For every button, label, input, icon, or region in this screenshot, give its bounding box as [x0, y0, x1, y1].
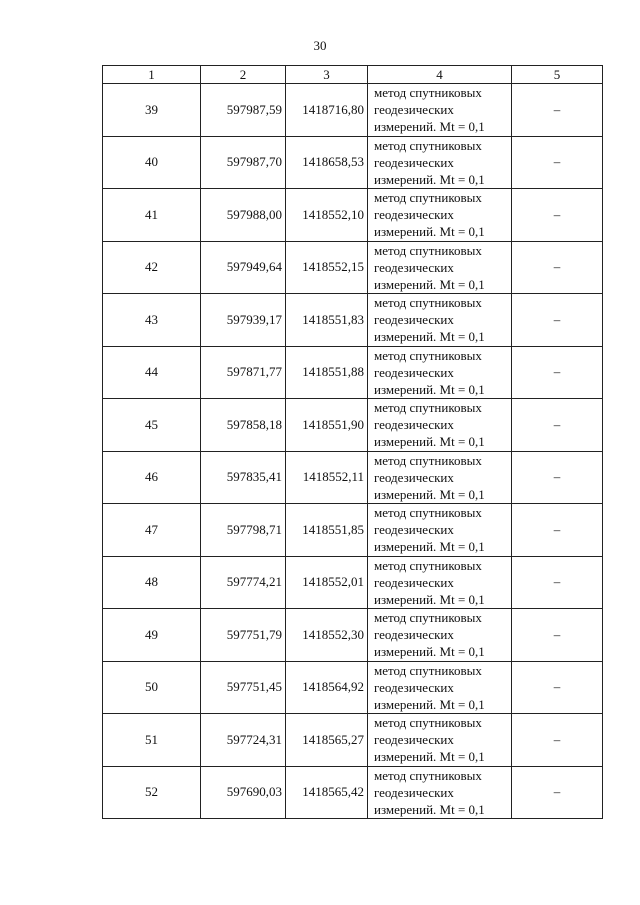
note-cell: – — [512, 84, 603, 137]
table-header — [103, 66, 603, 84]
y-coordinate-cell: 1418658,53 — [286, 136, 368, 189]
point-number-cell: 40 — [103, 136, 201, 189]
method-line: геодезических — [374, 679, 454, 695]
table-row — [103, 84, 603, 137]
y-coordinate-cell: 1418565,42 — [286, 766, 368, 819]
note-cell: – — [512, 714, 603, 767]
note-cell: – — [512, 504, 603, 557]
column-header-5: 5 — [512, 66, 603, 84]
point-number-cell: 43 — [103, 294, 201, 347]
method-line: метод спутниковых — [374, 767, 482, 783]
y-coordinate-cell: 1418552,10 — [286, 189, 368, 242]
note-cell: – — [512, 399, 603, 452]
table-row — [103, 556, 603, 609]
x-coordinate-cell: 597751,45 — [201, 661, 286, 714]
table-row — [103, 136, 603, 189]
method-line: метод спутниковых — [374, 295, 482, 311]
method-cell — [368, 399, 512, 452]
header-row — [103, 66, 603, 84]
x-coordinate-cell: 597858,18 — [201, 399, 286, 452]
point-number-cell: 41 — [103, 189, 201, 242]
method-line: измерений. Mt = 0,1 — [374, 539, 485, 555]
table-row — [103, 504, 603, 557]
point-number-cell: 47 — [103, 504, 201, 557]
method-line: метод спутниковых — [374, 400, 482, 416]
method-line: метод спутниковых — [374, 190, 482, 206]
point-number-cell: 51 — [103, 714, 201, 767]
x-coordinate-cell: 597988,00 — [201, 189, 286, 242]
page-number: 30 — [313, 38, 327, 53]
method-line: метод спутниковых — [374, 137, 482, 153]
method-line: геодезических — [374, 469, 454, 485]
x-coordinate-cell: 597987,70 — [201, 136, 286, 189]
method-line: метод спутниковых — [374, 557, 482, 573]
x-coordinate-cell: 597724,31 — [201, 714, 286, 767]
y-coordinate-cell: 1418552,01 — [286, 556, 368, 609]
note-cell: – — [512, 294, 603, 347]
method-cell — [368, 766, 512, 819]
method-line: геодезических — [374, 364, 454, 380]
table-row — [103, 241, 603, 294]
method-cell — [368, 556, 512, 609]
point-number-cell: 50 — [103, 661, 201, 714]
note-cell: – — [512, 609, 603, 662]
table-row — [103, 451, 603, 504]
x-coordinate-cell: 597871,77 — [201, 346, 286, 399]
point-number-cell: 49 — [103, 609, 201, 662]
note-cell: – — [512, 451, 603, 504]
point-number-cell: 42 — [103, 241, 201, 294]
method-cell — [368, 661, 512, 714]
method-cell — [368, 241, 512, 294]
method-line: геодезических — [374, 627, 454, 643]
x-coordinate-cell: 597774,21 — [201, 556, 286, 609]
y-coordinate-cell: 1418552,15 — [286, 241, 368, 294]
x-coordinate-cell: 597949,64 — [201, 241, 286, 294]
method-line: метод спутниковых — [374, 505, 482, 521]
point-number-cell: 45 — [103, 399, 201, 452]
coordinates-table — [102, 65, 603, 819]
method-line: измерений. Mt = 0,1 — [374, 381, 485, 397]
note-cell: – — [512, 346, 603, 399]
table-row — [103, 766, 603, 819]
column-header-2: 2 — [201, 66, 286, 84]
point-number-cell: 52 — [103, 766, 201, 819]
method-line: метод спутниковых — [374, 242, 482, 258]
point-number-cell: 44 — [103, 346, 201, 399]
method-line: метод спутниковых — [374, 85, 482, 101]
note-cell: – — [512, 661, 603, 714]
point-number-cell: 46 — [103, 451, 201, 504]
x-coordinate-cell: 597690,03 — [201, 766, 286, 819]
x-coordinate-cell: 597798,71 — [201, 504, 286, 557]
x-coordinate-cell: 597751,79 — [201, 609, 286, 662]
y-coordinate-cell: 1418552,11 — [286, 451, 368, 504]
method-cell — [368, 189, 512, 242]
method-line: геодезических — [374, 732, 454, 748]
method-line: метод спутниковых — [374, 610, 482, 626]
note-cell: – — [512, 766, 603, 819]
table-row — [103, 714, 603, 767]
y-coordinate-cell: 1418552,30 — [286, 609, 368, 662]
method-line: метод спутниковых — [374, 715, 482, 731]
method-line: геодезических — [374, 259, 454, 275]
method-line: геодезических — [374, 207, 454, 223]
x-coordinate-cell: 597939,17 — [201, 294, 286, 347]
x-coordinate-cell: 597987,59 — [201, 84, 286, 137]
column-header-4: 4 — [368, 66, 512, 84]
method-cell — [368, 84, 512, 137]
method-line: измерений. Mt = 0,1 — [374, 644, 485, 660]
method-line: геодезических — [374, 522, 454, 538]
table-row — [103, 399, 603, 452]
method-line: измерений. Mt = 0,1 — [374, 696, 485, 712]
method-line: измерений. Mt = 0,1 — [374, 329, 485, 345]
column-header-3: 3 — [286, 66, 368, 84]
note-cell: – — [512, 136, 603, 189]
note-cell: – — [512, 556, 603, 609]
y-coordinate-cell: 1418551,85 — [286, 504, 368, 557]
method-line: измерений. Mt = 0,1 — [374, 276, 485, 292]
method-cell — [368, 294, 512, 347]
method-line: геодезических — [374, 154, 454, 170]
table-row — [103, 294, 603, 347]
note-cell: – — [512, 241, 603, 294]
method-line: измерений. Mt = 0,1 — [374, 224, 485, 240]
method-cell — [368, 714, 512, 767]
y-coordinate-cell: 1418565,27 — [286, 714, 368, 767]
y-coordinate-cell: 1418551,88 — [286, 346, 368, 399]
method-cell — [368, 504, 512, 557]
x-coordinate-cell: 597835,41 — [201, 451, 286, 504]
table-body — [103, 84, 603, 819]
method-cell — [368, 451, 512, 504]
table-row — [103, 189, 603, 242]
note-cell: – — [512, 189, 603, 242]
method-line: геодезических — [374, 102, 454, 118]
y-coordinate-cell: 1418564,92 — [286, 661, 368, 714]
method-line: измерений. Mt = 0,1 — [374, 591, 485, 607]
method-line: геодезических — [374, 784, 454, 800]
method-line: измерений. Mt = 0,1 — [374, 801, 485, 817]
point-number-cell: 39 — [103, 84, 201, 137]
method-line: геодезических — [374, 574, 454, 590]
method-line: измерений. Mt = 0,1 — [374, 434, 485, 450]
method-line: измерений. Mt = 0,1 — [374, 486, 485, 502]
method-line: измерений. Mt = 0,1 — [374, 749, 485, 765]
method-cell — [368, 346, 512, 399]
column-header-1: 1 — [103, 66, 201, 84]
method-line: метод спутниковых — [374, 347, 482, 363]
table-row — [103, 661, 603, 714]
y-coordinate-cell: 1418551,83 — [286, 294, 368, 347]
method-line: геодезических — [374, 417, 454, 433]
method-cell — [368, 609, 512, 662]
y-coordinate-cell: 1418551,90 — [286, 399, 368, 452]
table-row — [103, 346, 603, 399]
method-line: измерений. Mt = 0,1 — [374, 171, 485, 187]
method-line: измерений. Mt = 0,1 — [374, 119, 485, 135]
method-line: метод спутниковых — [374, 662, 482, 678]
y-coordinate-cell: 1418716,80 — [286, 84, 368, 137]
method-cell — [368, 136, 512, 189]
method-line: метод спутниковых — [374, 452, 482, 468]
point-number-cell: 48 — [103, 556, 201, 609]
table-row — [103, 609, 603, 662]
method-line: геодезических — [374, 312, 454, 328]
